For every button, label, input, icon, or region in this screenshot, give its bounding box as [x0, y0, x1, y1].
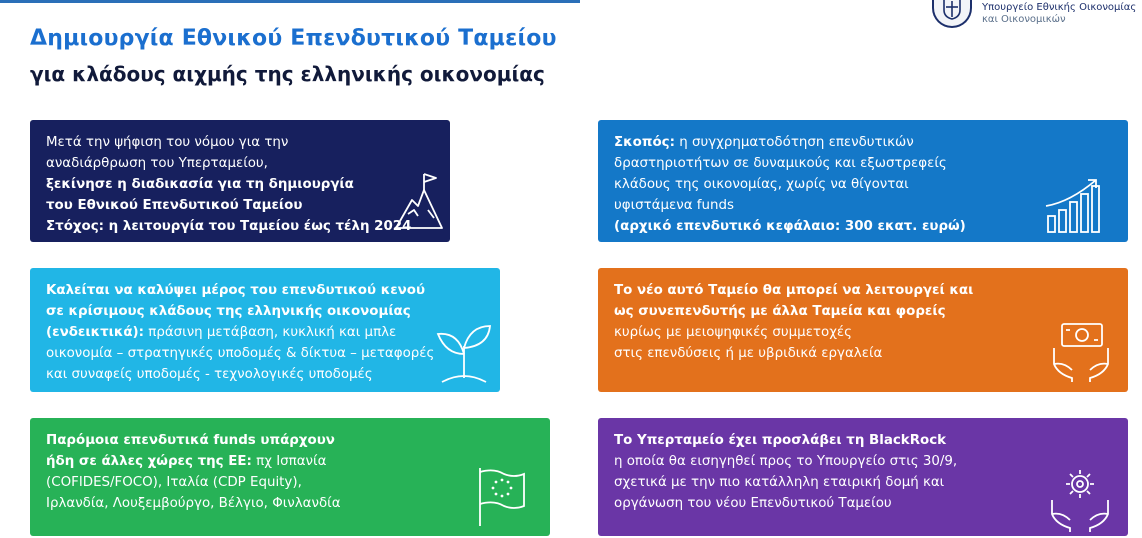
card-text — [46, 280, 434, 385]
page-title: Δημιουργία Εθνικού Επενδυτικού Ταμείου — [30, 26, 557, 51]
ministry-name-line2: και Οικονομικών — [982, 14, 1066, 25]
mountain-flag-icon — [394, 170, 444, 232]
card-line: Παρόμοια επενδυτικά funds υπάρχουν — [46, 433, 335, 448]
top-accent-line — [0, 0, 580, 3]
card-line: στις επενδύσεις ή με υβριδικά εργαλεία — [614, 346, 883, 361]
coat-of-arms-icon — [932, 0, 972, 28]
card-co-investor — [598, 268, 1128, 392]
card-lead: Σκοπός: — [614, 135, 675, 150]
card-line: του Εθνικού Επενδυτικού Ταμείου — [46, 198, 303, 213]
card-fund-creation — [30, 120, 450, 242]
card-line: Σκοπός: η συγχρηματοδότηση επενδυτικών — [614, 135, 914, 150]
card-line: σχετικά με την πιο κατάλληλη εταιρική δομή και — [614, 475, 945, 490]
ministry-name-line1: Υπουργείο Εθνικής Οικονομίας — [982, 2, 1137, 13]
growth-chart-icon — [1044, 176, 1104, 236]
card-line: (αρχικό επενδυτικό κεφάλαιο: 300 εκατ. ευρώ) — [614, 219, 966, 234]
card-line: Μετά την ψήφιση του νόμου για την — [46, 135, 289, 150]
card-line: Το νέο αυτό Ταμείο θα μπορεί να λειτουργεί και — [614, 283, 974, 298]
card-line: ήδη σε άλλες χώρες της ΕΕ: πχ Ισπανία — [46, 454, 327, 469]
card-blackrock — [598, 418, 1128, 536]
card-line: η οποία θα εισηγηθεί προς το Υπουργείο στις 30/9, — [614, 454, 958, 469]
card-line: Το Υπερταμείο έχει προσλάβει τη BlackRock — [614, 433, 947, 448]
eu-flag-icon — [476, 466, 528, 528]
card-line: δραστηριοτήτων σε δυναμικούς και εξωστρεφείς — [614, 156, 947, 171]
page-subtitle: για κλάδους αιχμής της ελληνικής οικονομίας — [30, 62, 545, 86]
hands-money-icon — [1050, 318, 1112, 384]
card-line: ξεκίνησε η διαδικασία για τη δημιουργία — [46, 177, 354, 192]
card-line: υφιστάμενα funds — [614, 198, 734, 213]
card-line: (ενδεικτικά): πράσινη μετάβαση, κυκλική και μπλε — [46, 325, 397, 340]
ministry-logo — [924, 0, 1142, 34]
card-text — [46, 430, 341, 514]
card-line: κυρίως με μειοψηφικές συμμετοχές — [614, 325, 853, 340]
card-line: (COFIDES/FOCO), Ιταλία (CDP Equity), — [46, 475, 302, 490]
card-line: Στόχος: η λειτουργία του Ταμείου έως τέλη 2024 — [46, 219, 412, 234]
ministry-name — [982, 2, 1136, 26]
card-text — [614, 430, 957, 514]
card-investment-gap — [30, 268, 500, 392]
card-line: οικονομία – στρατηγικές υποδομές & δίκτυα – μεταφορές — [46, 346, 435, 361]
card-text — [614, 132, 966, 237]
hands-gear-icon — [1048, 466, 1112, 532]
card-line: Ιρλανδία, Λουξεμβούργο, Βέλγιο, Φινλανδία — [46, 496, 341, 511]
card-line: Καλείται να καλύψει μέρος του επενδυτικού κενού — [46, 283, 426, 298]
sprout-icon — [434, 320, 494, 386]
card-line: κλάδους της οικονομίας, χωρίς να θίγονται — [614, 177, 909, 192]
card-text — [46, 132, 411, 237]
card-line: αναδιάρθρωση του Υπερταμείου, — [46, 156, 268, 171]
card-line: ως συνεπενδυτής με άλλα Ταμεία και φορείς — [614, 304, 946, 319]
card-line: και συναφείς υποδομές - τεχνολογικές υποδομές — [46, 367, 373, 382]
card-similar-funds — [30, 418, 550, 536]
card-purpose — [598, 120, 1128, 242]
card-line: οργάνωση του νέου Επενδυτικού Ταμείου — [614, 496, 892, 511]
card-text — [614, 280, 973, 364]
card-line: σε κρίσιμους κλάδους της ελληνικής οικονομίας — [46, 304, 411, 319]
